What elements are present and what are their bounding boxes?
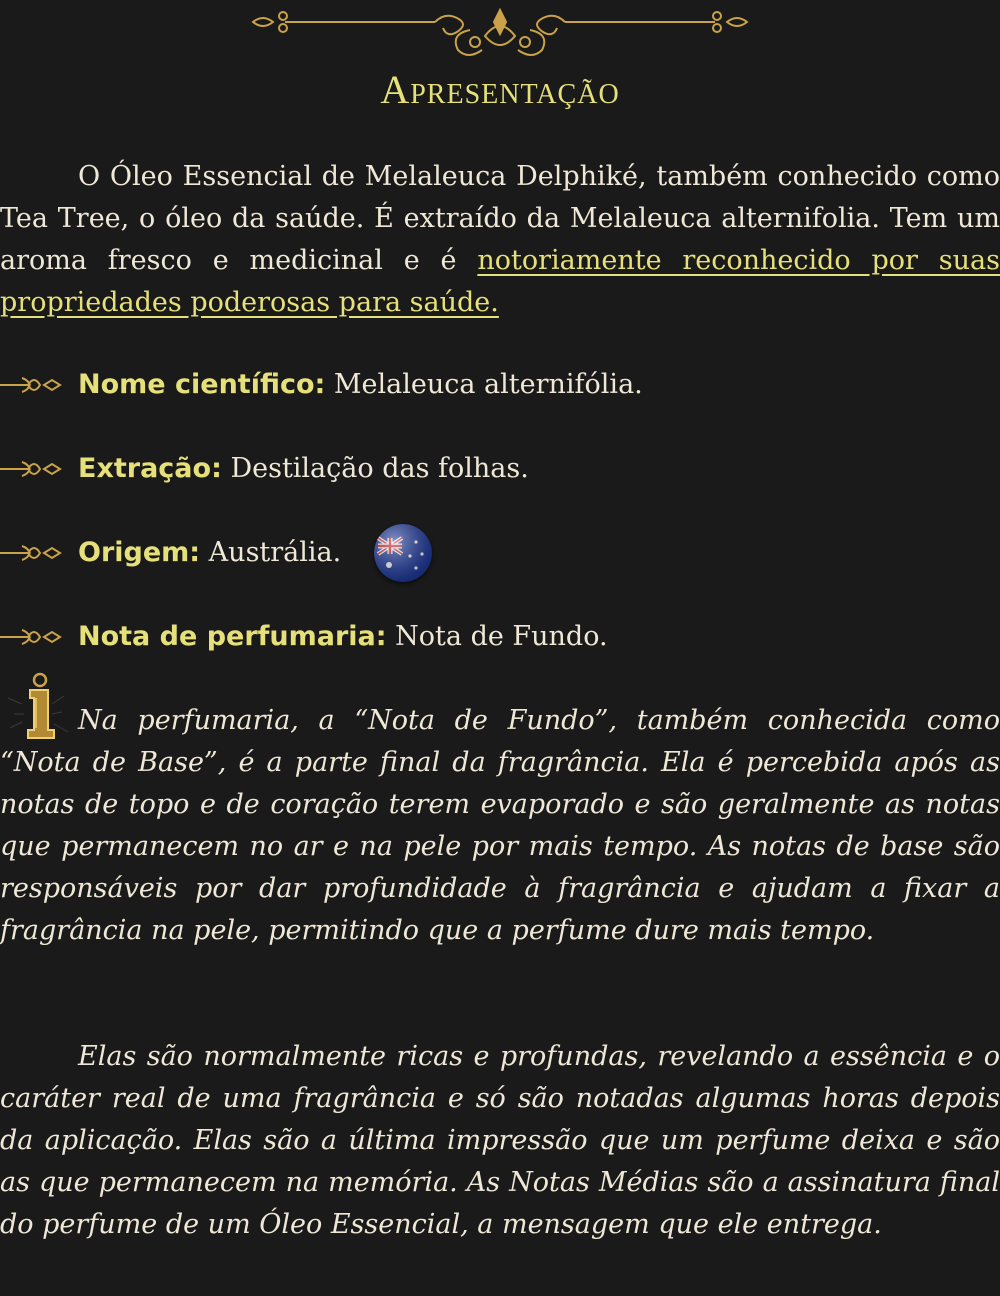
fact-label: Extração: xyxy=(78,453,222,484)
note-paragraph-1-text: Na perfumaria, a “Nota de Fundo”, também conhecida como “Nota de Base”, é a parte final da fragrância. Ela é percebida após as notas de topo e de coração terem evaporado e são geralmente as notas que permanecem no ar e na pele por mais tempo. As notas de base são responsáveis por dar profundidade à fragrância e ajudam a fixar a fragrância na pele, permitindo que a perfume dure mais tempo. xyxy=(0,705,1000,946)
fact-label: Origem: xyxy=(78,537,201,568)
intro-text: O Óleo Essencial de Melaleuca Delphiké, também conhecido como Tea Tree, o óleo da saúde. É extraído da Melaleuca alternifolia. Tem um aroma fresco e medicinal e é xyxy=(0,161,1000,276)
note-paragraph-2-text: Elas são normalmente ricas e profundas, revelando a essência e o caráter real de uma fragrância e só são notadas algumas horas depois da aplicação. Elas são a última impressão que um perfume deixa e são as que permanecem na memória. As Notas Médias são a assinatura final do perfume de um Óleo Essencial, a mensagem que ele entrega. xyxy=(0,1041,1000,1240)
fact-value: Destilação das folhas. xyxy=(221,453,529,484)
fact-label: Nota de perfumaria: xyxy=(78,621,387,652)
flourish-bullet-icon xyxy=(0,374,64,396)
fact-origin xyxy=(0,532,1000,574)
fact-value: Austrália. xyxy=(200,537,342,568)
intro-paragraph xyxy=(0,156,1000,324)
intro-link[interactable]: notoriamente reconhecido por suas propriedades poderosas para saúde. xyxy=(0,245,1000,318)
flourish-bullet-icon xyxy=(0,542,64,564)
flourish-bullet-icon xyxy=(0,458,64,480)
flourish-bullet-icon xyxy=(0,626,64,648)
australia-flag-icon xyxy=(374,524,432,582)
fact-value: Melaleuca alternifólia. xyxy=(325,369,643,400)
fact-label: Nome científico: xyxy=(78,369,326,400)
fact-extraction xyxy=(0,448,1000,490)
note-paragraph-2 xyxy=(0,1036,1000,1246)
fact-scientific-name xyxy=(0,364,1000,406)
fact-perfumery-note xyxy=(0,616,1000,658)
note-paragraph-1 xyxy=(0,700,1000,952)
fact-value: Nota de Fundo. xyxy=(386,621,608,652)
ornament-divider-icon xyxy=(245,6,755,58)
page-title: Apresentação xyxy=(380,67,620,112)
